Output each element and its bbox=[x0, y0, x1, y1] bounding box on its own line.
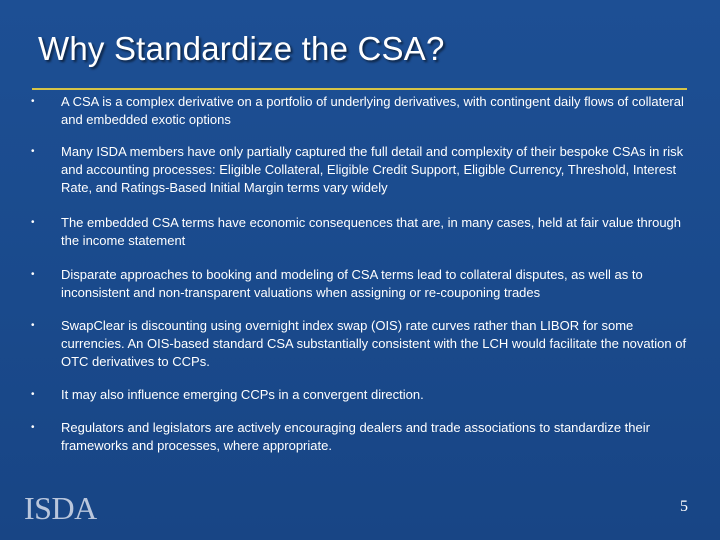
bullet-text: Disparate approaches to booking and modeling of CSA terms lead to collateral disputes, as well as to inconsistent and non-transparent valuations when assigning or re-couponing trades bbox=[61, 267, 643, 300]
bullet-item bbox=[30, 143, 690, 197]
bullet-marker: • bbox=[31, 146, 35, 157]
bullet-text: The embedded CSA terms have economic consequences that are, in many cases, held at fair value through the income statement bbox=[61, 215, 682, 248]
title-divider bbox=[32, 88, 687, 90]
bullet-text: Many ISDA members have only partially captured the full detail and complexity of their bespoke CSAs in risk and accounting processes: Eligible Collateral, Eligible Credit Support, Eligible Currency, Threshold, Interest Rate, and Ratings-Based Initial Margin terms vary widely bbox=[61, 144, 684, 195]
bullet-marker: • bbox=[31, 269, 35, 280]
bullet-item bbox=[30, 266, 690, 302]
slide-title: Why Standardize the CSA? bbox=[38, 30, 445, 67]
page-number: 5 bbox=[680, 498, 688, 515]
bullet-text: A CSA is a complex derivative on a portfolio of underlying derivatives, with contingent daily flows of collateral and embedded exotic options bbox=[61, 94, 684, 127]
bullet-text: It may also influence emerging CCPs in a convergent direction. bbox=[61, 387, 424, 402]
bullet-text: SwapClear is discounting using overnight index swap (OIS) rate curves rather than LIBOR for some currencies. An OIS-based standard CSA substantially consistent with the LCH would facilitate the novation of OTC derivatives to CCPs. bbox=[61, 318, 687, 369]
bullet-marker: • bbox=[31, 422, 35, 433]
bullet-list bbox=[30, 93, 690, 455]
bullet-marker: • bbox=[31, 320, 35, 331]
bullet-item bbox=[30, 93, 690, 129]
bullet-marker: • bbox=[31, 96, 35, 107]
isda-logo: ISDA bbox=[24, 490, 97, 526]
bullet-item bbox=[30, 419, 690, 455]
bullet-text: Regulators and legislators are actively encouraging dealers and trade associations to standardize their frameworks and processes, where appropriate. bbox=[61, 420, 650, 453]
bullet-item bbox=[30, 317, 690, 371]
bullet-item bbox=[30, 386, 690, 404]
bullet-marker: • bbox=[31, 389, 35, 400]
bullet-marker: • bbox=[31, 217, 35, 228]
bullet-item bbox=[30, 214, 690, 250]
